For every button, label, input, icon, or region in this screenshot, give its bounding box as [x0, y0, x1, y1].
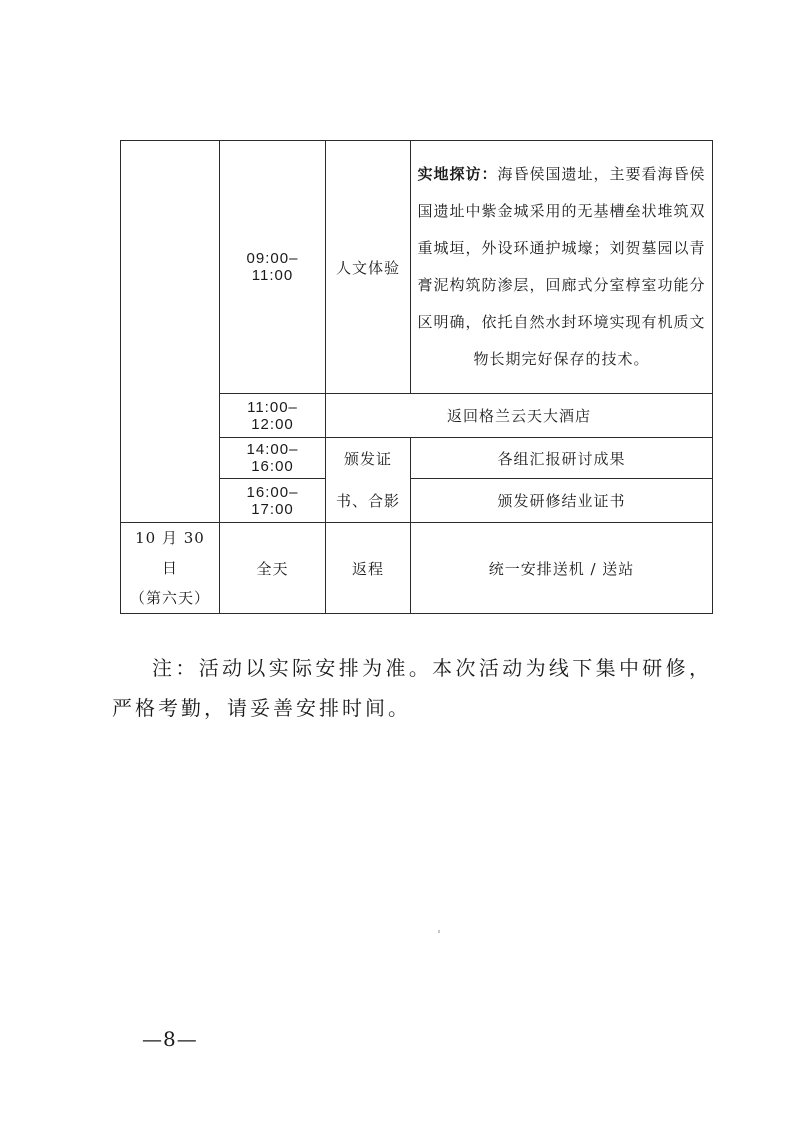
day-cell-empty — [121, 141, 220, 523]
type-cell-text: 颁发证书、合影 — [335, 450, 400, 510]
day-date: 10 月 30 日 — [135, 529, 205, 577]
page-number: —8— — [142, 1027, 198, 1051]
day-cell — [121, 523, 220, 614]
type-cell — [326, 438, 411, 523]
detail-cell — [411, 141, 713, 394]
detail-text: 海昏侯国遗址，主要看海昏侯国遗址中紫金城采用的无基槽垒状堆筑双重城垣，外设环通护城壕；刘贺墓园以青膏泥构筑防渗层，回廊式分室椁室功能分区明确，依托自然水封环境实现有机质文物长期完好保存的技术。 — [417, 165, 706, 368]
time-cell: 16:00–17:00 — [220, 479, 326, 523]
content-cell: 返回格兰云天大酒店 — [326, 394, 713, 438]
detail-label: 实地探访： — [417, 165, 498, 183]
scan-speck — [438, 930, 440, 933]
schedule-table — [120, 140, 713, 614]
content-cell: 统一安排送机 / 送站 — [411, 523, 713, 614]
content-cell: 颁发研修结业证书 — [411, 479, 713, 523]
table-row — [121, 141, 713, 394]
time-cell: 全天 — [220, 523, 326, 614]
content-cell: 各组汇报研讨成果 — [411, 438, 713, 479]
time-cell: 14:00–16:00 — [220, 438, 326, 479]
time-cell: 11:00–12:00 — [220, 394, 326, 438]
time-cell: 09:00–11:00 — [220, 141, 326, 394]
note-paragraph: 注：活动以实际安排为准。本次活动为线下集中研修，严格考勤，请妥善安排时间。 — [112, 656, 712, 720]
day-index: （第六天） — [129, 589, 210, 607]
type-cell: 人文体验 — [326, 141, 411, 394]
type-cell: 返程 — [326, 523, 411, 614]
table-row — [121, 523, 713, 614]
